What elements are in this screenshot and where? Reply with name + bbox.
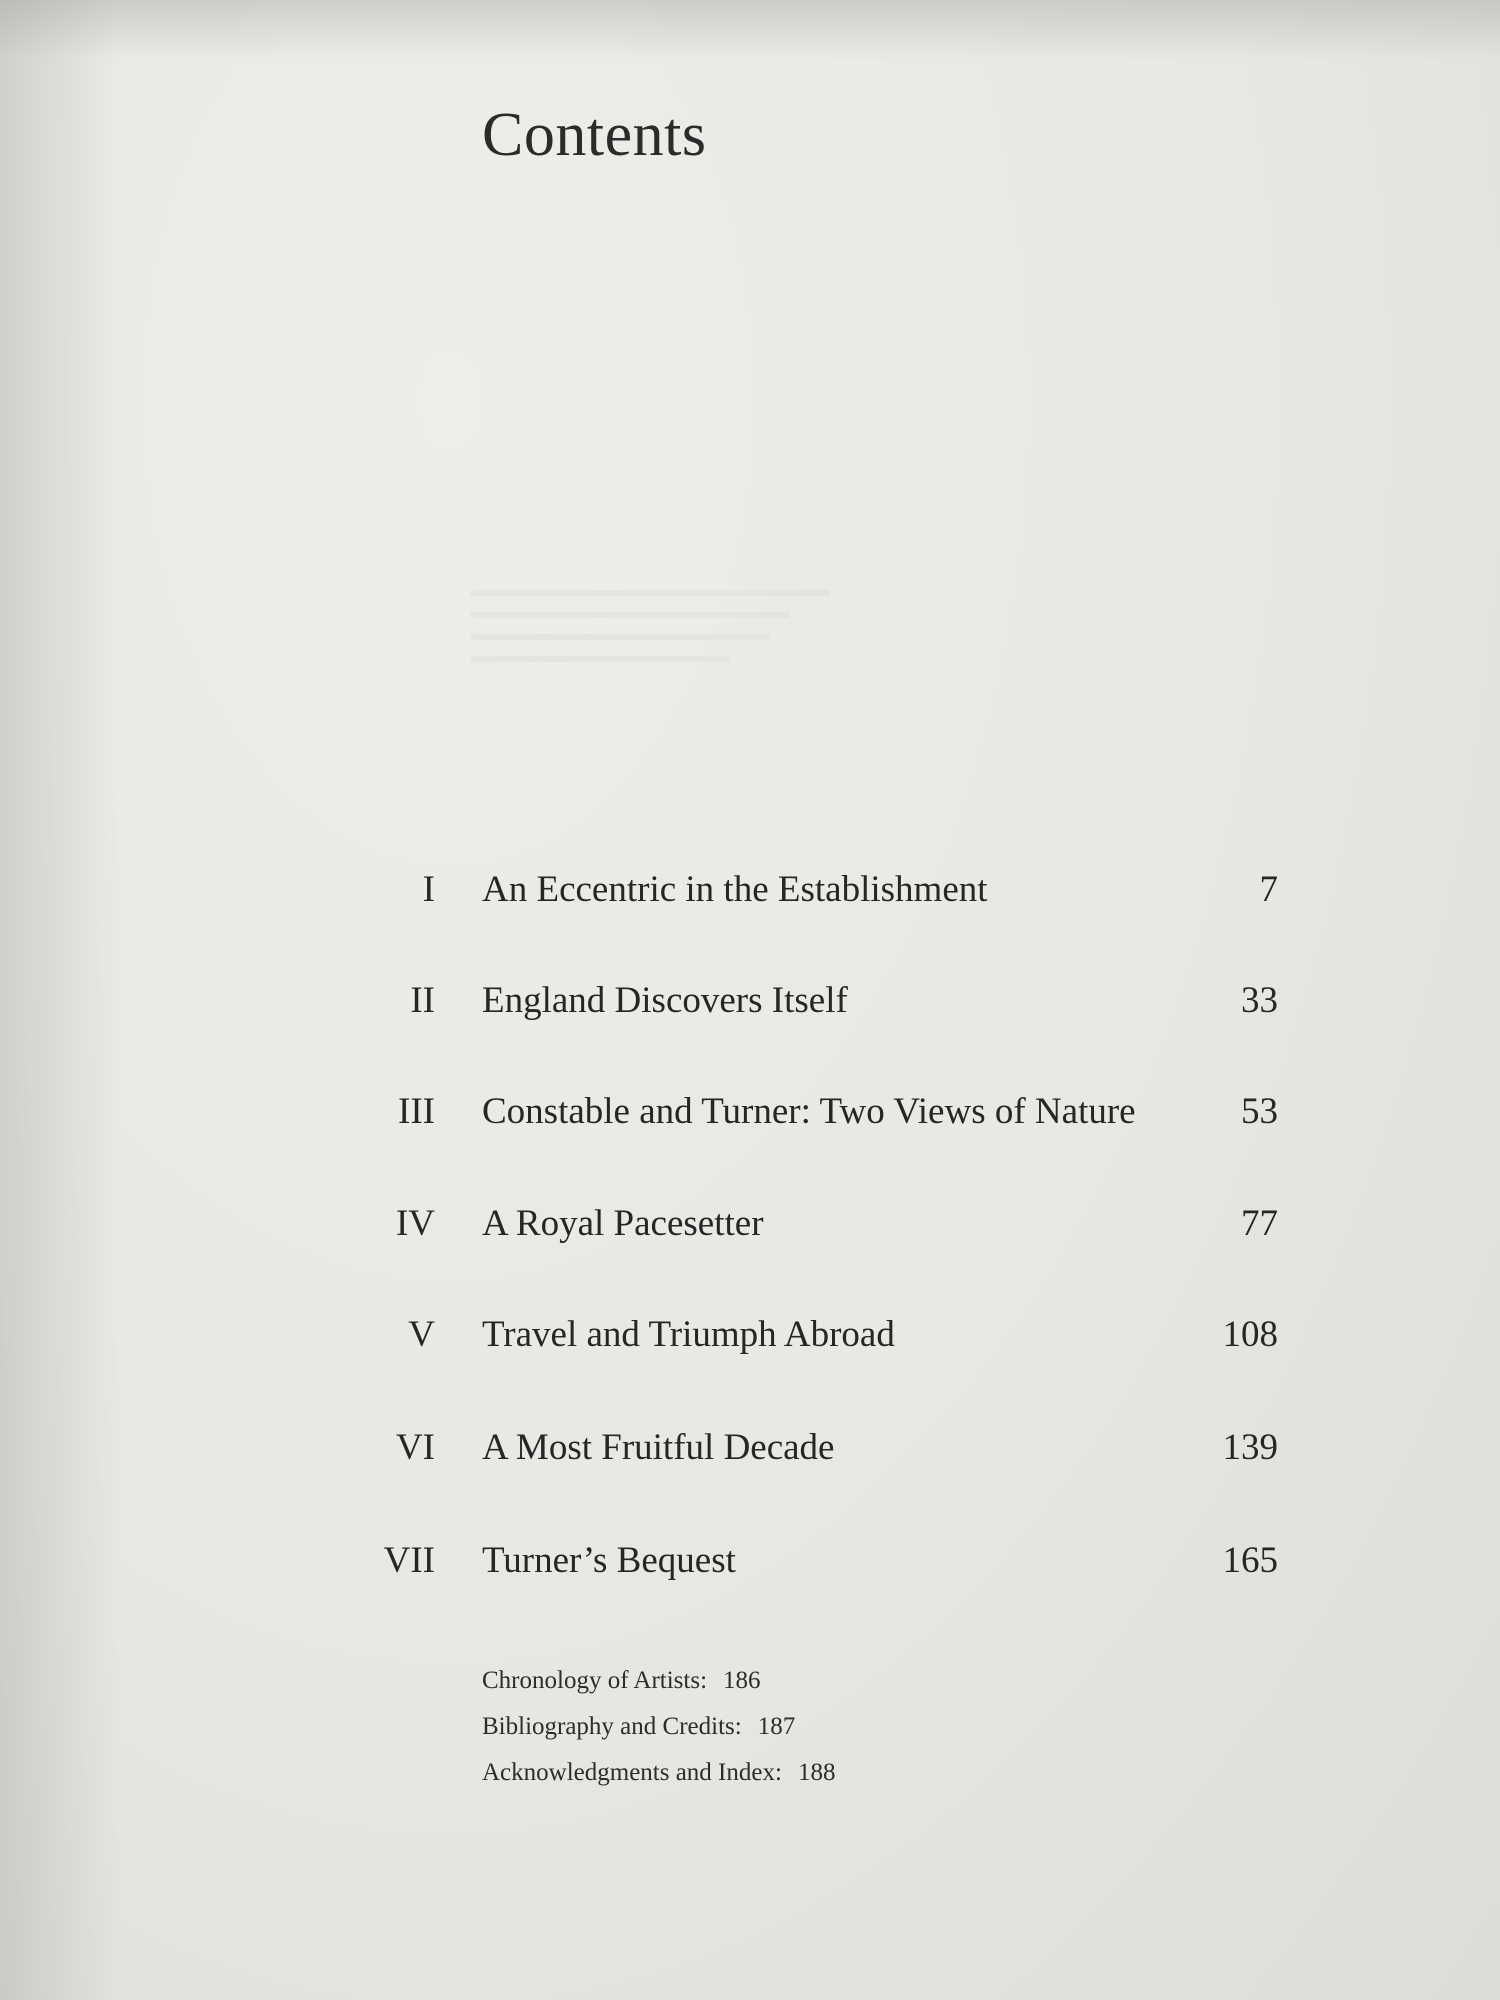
back-matter-page-number: 188 [797,1759,836,1786]
chapter-page-number: 7 [1259,869,1278,910]
toc-entry[interactable] [0,971,1500,1031]
back-matter-label: Chronology of Artists: [482,1667,708,1694]
back-matter-entry[interactable] [482,1704,835,1750]
back-matter-label: Bibliography and Credits: [482,1713,742,1740]
toc-entry[interactable] [0,1082,1500,1142]
chapter-page-number: 139 [1222,1427,1278,1468]
chapter-title: England Discovers Itself [482,980,848,1021]
back-matter-entry[interactable] [482,1750,835,1796]
back-matter-page-number: 186 [723,1667,761,1694]
toc-entry[interactable] [0,860,1500,920]
chapter-numeral: V [408,1314,435,1355]
chapter-title: Constable and Turner: Two Views of Nature [482,1091,1136,1132]
chapter-page-number: 77 [1241,1203,1278,1244]
toc-entry[interactable] [0,1194,1500,1254]
toc-entry[interactable] [0,1305,1500,1365]
toc-entry[interactable] [0,1531,1500,1591]
chapter-page-number: 53 [1241,1091,1278,1132]
chapter-numeral: IV [395,1203,435,1244]
chapter-title: A Royal Pacesetter [482,1203,764,1244]
chapter-title: Turner’s Bequest [482,1540,736,1581]
chapter-title: Travel and Triumph Abroad [482,1314,895,1355]
toc-entry[interactable] [0,1418,1500,1478]
back-matter-entry[interactable] [482,1658,835,1704]
chapter-page-number: 108 [1222,1314,1278,1355]
page-title: Contents [482,101,707,169]
back-matter-label: Acknowledgments and Index: [482,1759,782,1786]
chapter-numeral: VII [383,1540,435,1581]
chapter-numeral: VI [395,1427,435,1468]
chapter-numeral: III [398,1091,435,1132]
chapter-page-number: 33 [1241,980,1278,1021]
chapter-numeral: I [422,869,435,910]
back-matter-page-number: 187 [757,1713,796,1740]
chapter-title: An Eccentric in the Establishment [482,869,988,910]
back-matter-list [482,1658,835,1796]
chapter-page-number: 165 [1222,1540,1278,1581]
chapter-numeral: II [410,980,435,1021]
chapter-title: A Most Fruitful Decade [482,1427,835,1468]
